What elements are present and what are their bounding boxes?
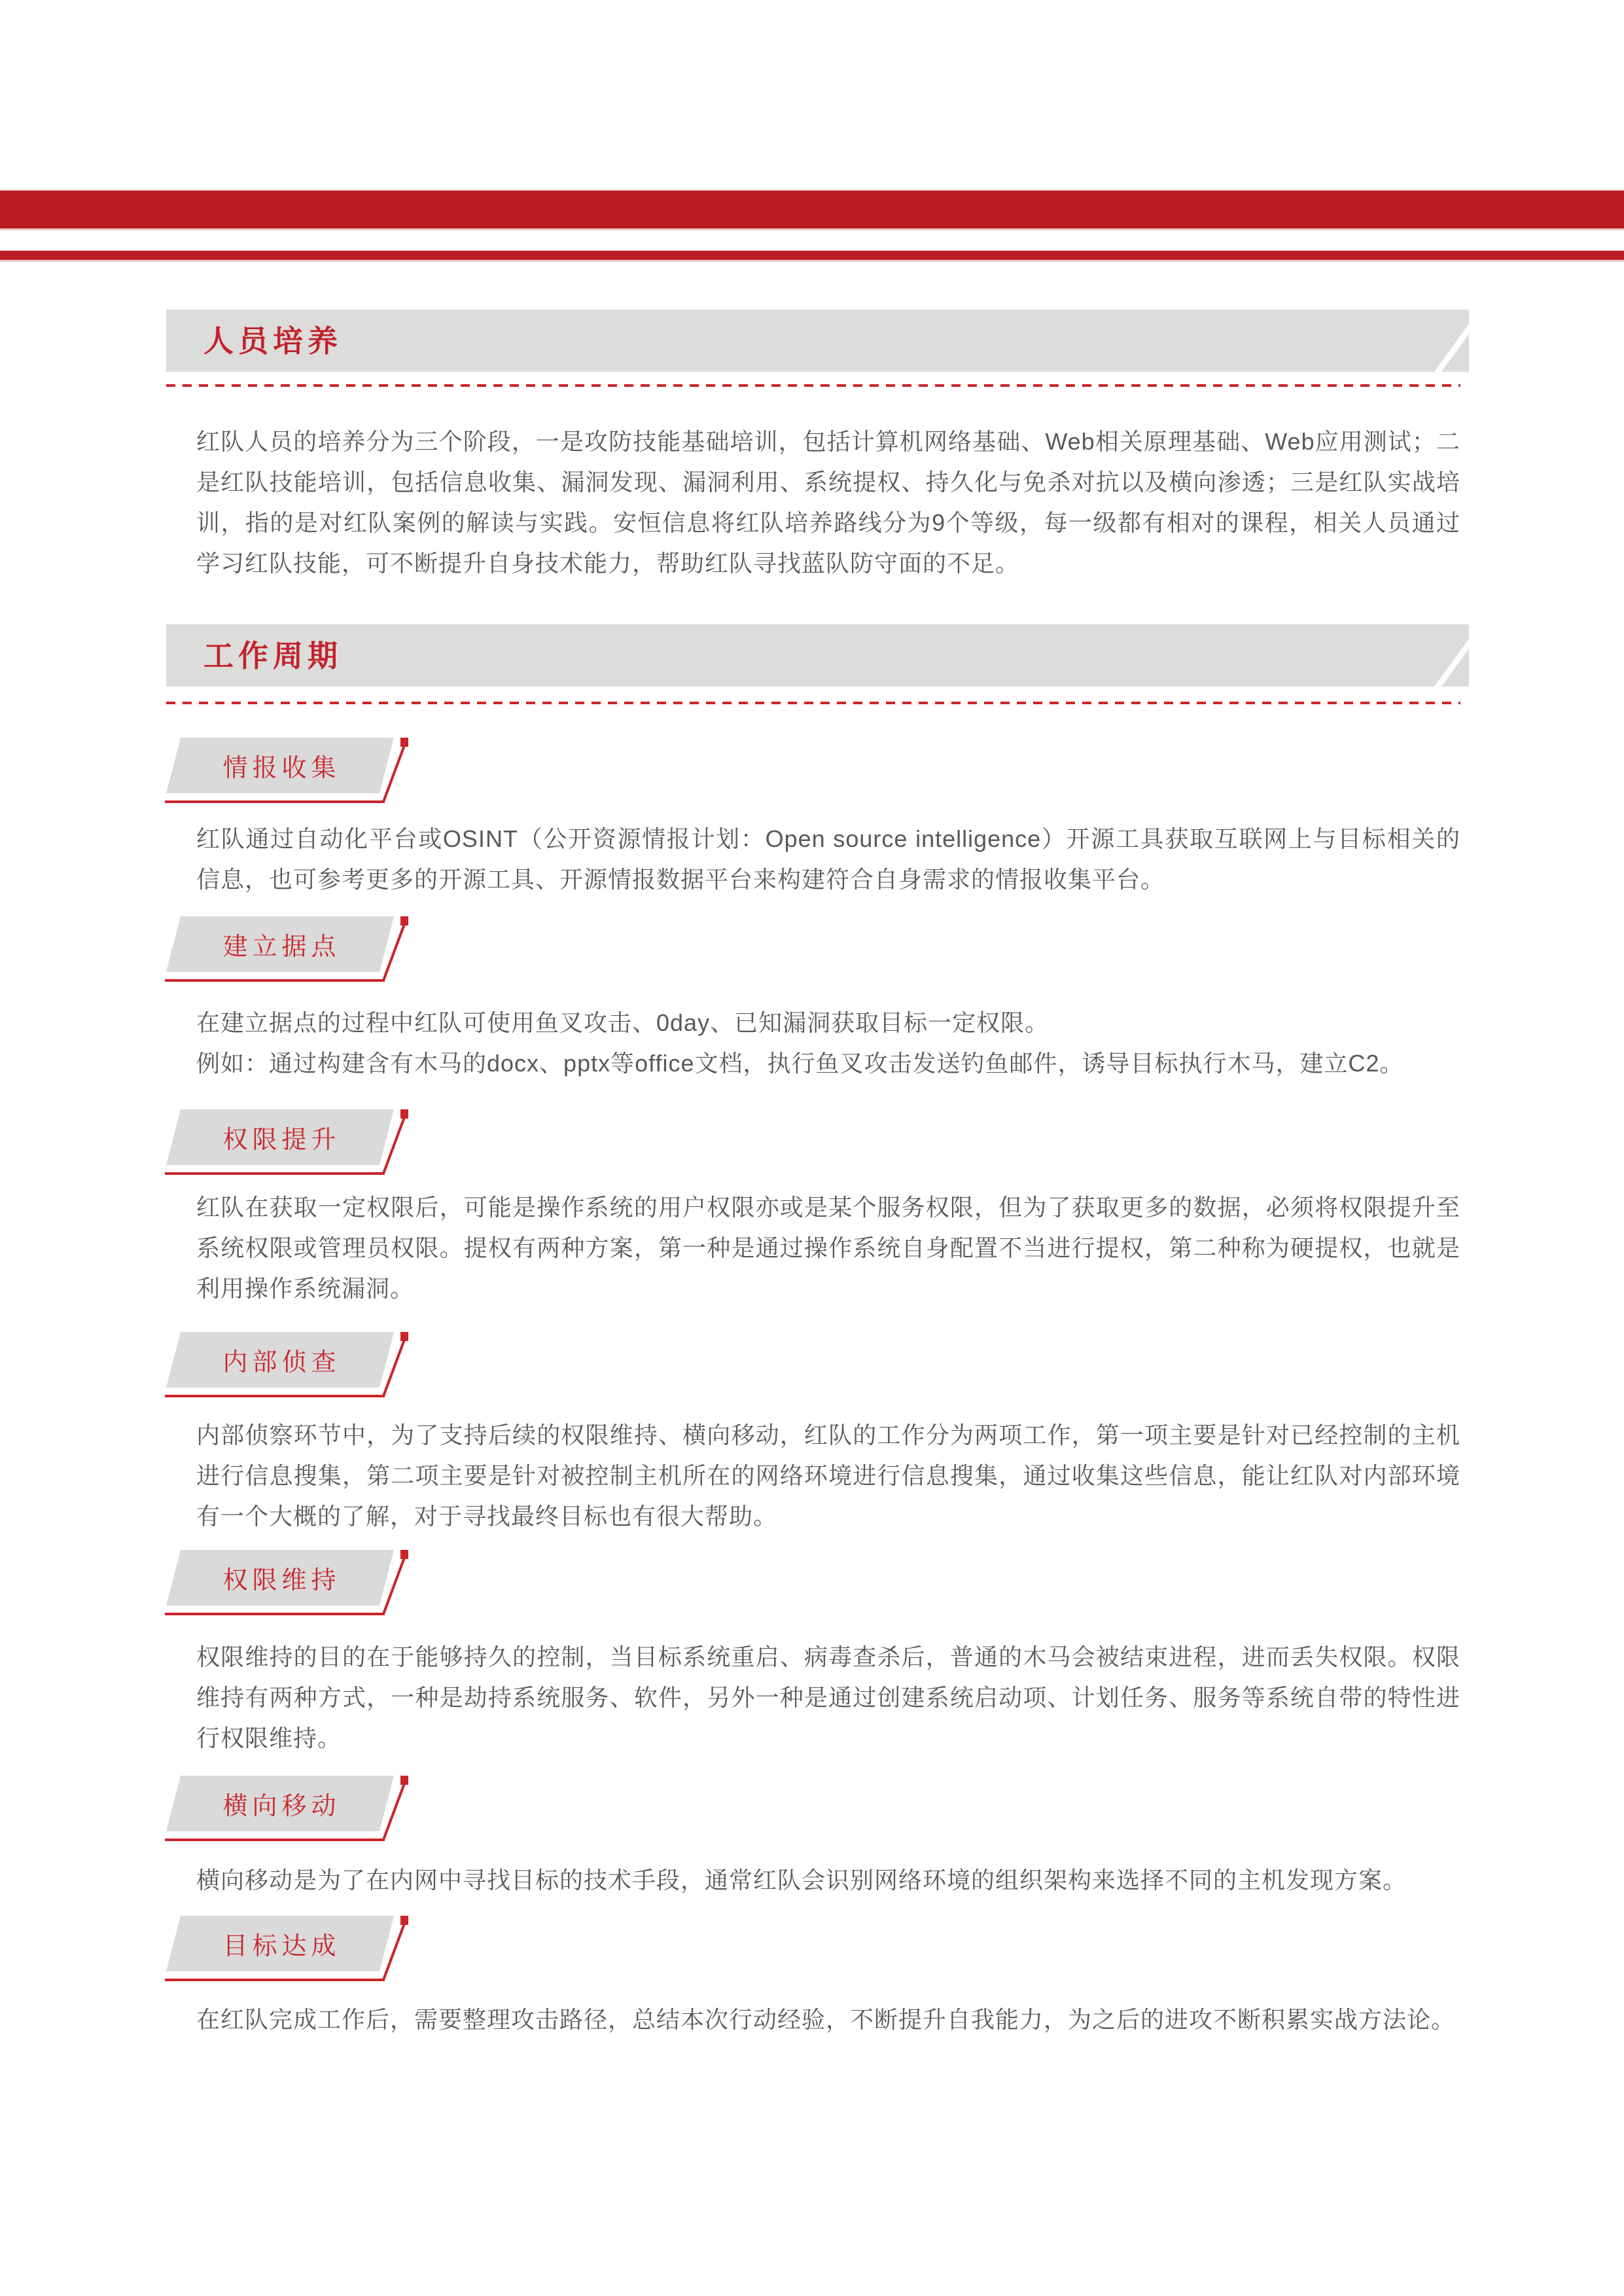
tag-label: 内部侦查: [222, 1349, 341, 1376]
dashed-separator: [166, 702, 1460, 704]
tag-slash-cap: [400, 1776, 408, 1785]
section-title: 人员培养: [203, 323, 342, 358]
paragraph-text: 红队人员的培养分为三个阶段，一是攻防技能基础培训，包括计算机网络基础、Web相关原理基础、Web应用测试；二是红队技能培训，包括信息收集、漏洞发现、漏洞利用、系统提权、持久化与免杀对抗以及横向渗透；三是红队实战培训，指的是对红队案例的解读与实践。安恒信息将红队培养路线分为9个等级，每一级都有相对的课程，相关人员通过学习红队技能，可不断提升自身技术能力，帮助红队寻找蓝队防守面的不足。: [196, 428, 1460, 577]
paragraph-text: 红队在获取一定权限后，可能是操作系统的用户权限亦或是某个服务权限，但为了获取更多的数据，必须将权限提升至系统权限或管理员权限。提权有两种方案，第一种是通过操作系统自身配置不当进行提权，第二种称为硬提权，也就是利用操作系统漏洞。: [196, 1194, 1460, 1302]
paragraph-privilege-escalation: [196, 1187, 1460, 1309]
subsection-tag-persistence: [165, 1550, 414, 1625]
banner-slash-decoration: [1421, 624, 1469, 687]
tag-underline: [165, 1613, 385, 1615]
tag-underline: [165, 979, 385, 982]
subsection-tag-internal-recon: [165, 1332, 414, 1407]
tag-slash-cap: [400, 1916, 408, 1925]
paragraph-text: 在建立据点的过程中红队可使用鱼叉攻击、0day、已知漏洞获取目标一定权限。: [196, 1009, 1050, 1036]
subsection-tag-establish-foothold: [165, 916, 414, 992]
tag-underline: [165, 1172, 385, 1175]
tag-label: 情报收集: [222, 755, 341, 782]
tag-slash-cap: [400, 916, 408, 925]
paragraph-personnel-training: [196, 422, 1460, 584]
subsection-tag-intelligence-gathering: [165, 738, 414, 813]
paragraph-text: 在红队完成工作后，需要整理攻击路径，总结本次行动经验，不断提升自我能力，为之后的进攻不断积累实战方法论。: [196, 2006, 1456, 2033]
paragraph-text: 权限维持的目的在于能够持久的控制，当目标系统重启、病毒查杀后，普通的木马会被结束进程，进而丢失权限。权限维持有两种方式，一种是劫持系统服务、软件，另外一种是通过创建系统启动项、计划任务、服务等系统自带的特性进行权限维持。: [196, 1643, 1460, 1751]
paragraph-internal-recon: [196, 1415, 1460, 1537]
tag-slash-cap: [400, 1109, 408, 1119]
tag-label: 建立据点: [222, 933, 341, 961]
header-thin-red-bar: [0, 251, 1624, 262]
tag-label: 目标达成: [222, 1933, 341, 1960]
banner-slash-decoration: [1421, 310, 1469, 372]
subsection-tag-goal-achievement: [165, 1916, 414, 1991]
tag-underline: [165, 800, 385, 803]
header-thick-red-bar: [0, 190, 1624, 230]
paragraph-lateral-movement: [196, 1860, 1460, 1901]
section-title: 工作周期: [203, 638, 342, 673]
dashed-separator: [166, 384, 1460, 387]
section-banner-personnel-training: [166, 310, 1469, 372]
tag-slash-cap: [400, 738, 408, 747]
tag-label: 横向移动: [222, 1793, 341, 1820]
paragraph-goal-achievement: [196, 2000, 1460, 2040]
paragraph-establish-foothold: [196, 1003, 1460, 1084]
paragraph-persistence: [196, 1637, 1460, 1759]
tag-slash-cap: [400, 1550, 408, 1559]
paragraph-text: 例如：通过构建含有木马的docx、pptx等office文档，执行鱼叉攻击发送钓鱼邮件，诱导目标执行木马，建立C2。: [196, 1050, 1404, 1077]
tag-underline: [165, 1979, 385, 1981]
paragraph-text: 内部侦察环节中，为了支持后续的权限维持、横向移动，红队的工作分为两项工作，第一项主要是针对已经控制的主机进行信息搜集，第二项主要是针对被控制主机所在的网络环境进行信息搜集，通过收集这些信息，能让红队对内部环境有一个大概的了解，对于寻找最终目标也有很大帮助。: [196, 1422, 1460, 1530]
paragraph-text: 横向移动是为了在内网中寻找目标的技术手段，通常红队会识别网络环境的组织架构来选择不同的主机发现方案。: [196, 1867, 1407, 1893]
paragraph-text: 红队通过自动化平台或OSINT（公开资源情报计划：Open source intelligence）开源工具获取互联网上与目标相关的信息，也可参考更多的开源工具、开源情报数据平台来构建符合自身需求的情报收集平台。: [196, 825, 1460, 893]
subsection-tag-lateral-movement: [165, 1776, 414, 1851]
paragraph-intelligence-gathering: [196, 819, 1460, 900]
tag-underline: [165, 1839, 385, 1841]
subsection-tag-privilege-escalation: [165, 1109, 414, 1185]
tag-underline: [165, 1395, 385, 1397]
tag-label: 权限维持: [222, 1567, 341, 1594]
tag-label: 权限提升: [222, 1126, 341, 1154]
section-banner-work-cycle: [166, 624, 1469, 687]
tag-slash-cap: [400, 1332, 408, 1341]
